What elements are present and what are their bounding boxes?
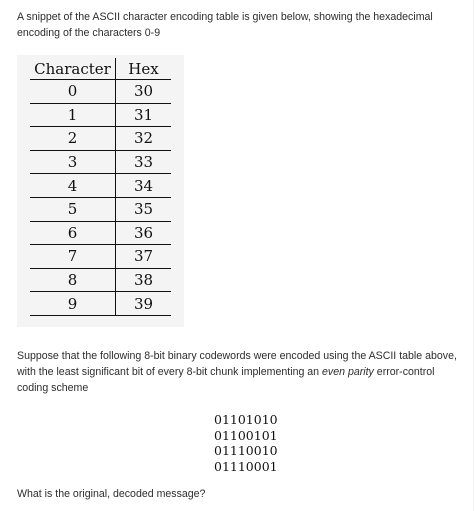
intro-text: A snippet of the ASCII character encoding table is given below, showing the hexadecimal encoding of the characters 0-9: [17, 11, 433, 39]
character-cell: 4: [30, 174, 116, 198]
table-row: [30, 174, 171, 198]
prompt-text: What is the original, decoded message?: [17, 488, 206, 500]
question-text: [17, 348, 457, 396]
character-cell: 9: [30, 292, 116, 316]
character-cell: 5: [30, 197, 116, 221]
hex-cell: 32: [116, 127, 172, 151]
hex-cell: 33: [116, 150, 172, 174]
table-row: [30, 245, 171, 269]
hex-cell: 36: [116, 221, 172, 245]
table-row: [30, 268, 171, 292]
character-cell: 1: [30, 103, 116, 127]
character-cell: 6: [30, 221, 116, 245]
table-row: [30, 150, 171, 174]
codeword-list: [214, 412, 278, 474]
table-row: [30, 197, 171, 221]
character-cell: 3: [30, 150, 116, 174]
table-row: [30, 292, 171, 316]
codeword: 01100101: [214, 427, 278, 443]
table-row: [30, 80, 171, 104]
ascii-table-panel: [17, 55, 184, 327]
table-row: [30, 221, 171, 245]
question-text-before: Suppose that the following 8-bit binary codewords were encoded using the ASCII table above, with the least significant bit of every 8-bit chunk implementing an: [17, 350, 457, 378]
hex-cell: 30: [116, 80, 172, 104]
table-row: [30, 127, 171, 151]
hex-cell: 34: [116, 174, 172, 198]
question-emphasis: even parity: [322, 366, 374, 378]
hex-cell: 38: [116, 268, 172, 292]
hex-cell: 31: [116, 103, 172, 127]
column-header-character: Character: [30, 58, 116, 80]
character-cell: 7: [30, 245, 116, 269]
column-header-hex: Hex: [116, 58, 172, 80]
codeword: 01110010: [214, 443, 278, 458]
character-cell: 2: [30, 127, 116, 151]
codeword: 01110001: [214, 458, 278, 474]
codeword: 01101010: [214, 412, 278, 427]
table-header-row: [30, 58, 171, 80]
hex-cell: 35: [116, 197, 172, 221]
ascii-table: [30, 58, 171, 316]
character-cell: 0: [30, 80, 116, 104]
hex-cell: 39: [116, 292, 172, 316]
hex-cell: 37: [116, 245, 172, 269]
question-text-after: error-control coding scheme: [17, 366, 435, 394]
character-cell: 8: [30, 268, 116, 292]
table-row: [30, 103, 171, 127]
